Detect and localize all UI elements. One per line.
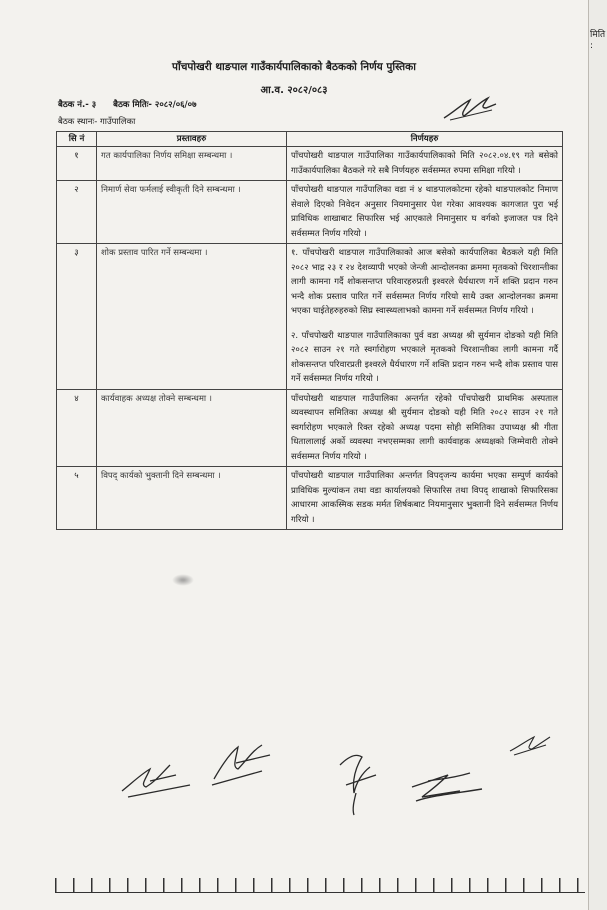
- ink-smudge: [172, 574, 194, 586]
- table-row: [57, 389, 563, 467]
- row-proposal: गत कार्यपालिका निर्णय समिक्षा सम्बन्धमा ।: [97, 147, 287, 181]
- signature-3: [340, 755, 376, 815]
- meeting-date: बैठक मितिः- २०८२/०६/०७: [113, 100, 197, 110]
- page-bottom-ruler: [55, 870, 585, 893]
- adjacent-page-edge: [588, 0, 607, 910]
- decision-paragraph: २. पाँचपोखरी थाङपाल गाउँपालिकाका पुर्व वडा अध्यक्ष श्री सुर्यमान दोङको यही मिति २०८२ साउन २१ गते स्वर्गारोहण भएकाले मृतकको चिरशान्तीका लागी कामना गर्दै शोकसन्तप्त परिवारप्रती इश्वरले धैर्यधारण गर्ने शक्ति प्रदान गरुन भन्दै शोक प्रस्ताव पास गर्ने सर्वसम्मत निर्णय गरियो ।: [291, 330, 558, 384]
- row-decision: [287, 244, 563, 390]
- document-title: पाँचपोखरी थाङपाल गाउँकार्यपालिकाको बैठकको निर्णय पुस्तिका: [172, 61, 416, 73]
- header-proposals: प्रस्तावहरु: [97, 132, 287, 147]
- decision-paragraph: पाँचपोखरी थाङपाल गाउँपालिका अन्तर्गत विपद्जन्य कार्यमा भएका सम्पुर्ण कार्यको प्राविधिक मुल्यांकन तथा वडा कार्यालयको सिफारिस तथा विपद् शाखाको सिफारिसका आधारमा आकस्मिक सडक मर्मत शिर्षकबाट नियमानुसार भुक्तानी दिने सर्वसम्मत निर्णय गरियो ।: [291, 471, 558, 525]
- row-decision: [287, 147, 563, 181]
- decision-paragraph: पाँचपोखरी थाङपाल गाउँपालिका गाउँकार्यपालिकाको मिति २०८२.०४.१९ गते बसेको गाउँकार्यपालिका बैठकले गरे सबै निर्णयहरु सर्वसम्मत रुपमा समिक्षा गरियो ।: [291, 151, 558, 176]
- meeting-place: बैठक स्थानः- गाउँपालिका: [58, 117, 136, 127]
- row-serial: १: [57, 147, 97, 181]
- fiscal-year: आ.व. २०८२/०८३: [260, 85, 328, 96]
- row-proposal: कार्यवाहक अध्यक्ष तोक्ने सम्बन्धमा ।: [97, 389, 287, 467]
- row-serial: २: [57, 181, 97, 244]
- row-decision: [287, 389, 563, 467]
- row-serial: ४: [57, 389, 97, 467]
- row-serial: ५: [57, 467, 97, 530]
- signature-4: [412, 773, 482, 801]
- table-row: [57, 181, 563, 244]
- signature-2: [212, 745, 270, 785]
- signature-5: [510, 737, 550, 755]
- header-decisions: निर्णयहरु: [287, 132, 563, 147]
- adjacent-page-text: मिति :: [590, 30, 606, 51]
- decision-paragraph: पाँचपोखरी थाङपाल गाउँपालिका वडा नं ४ थाङपालकोटमा रहेको थाङपालकोट निमाण सेवाले दिएको निवेदन अनुसार नियमानुसार पेश गरेका आवश्यक कागजात पुरा भई प्राविधिक शाखाबाट सिफारिस भई आएकाले निमानुसार घ वर्गको इजाजत पत्र दिने सर्वसम्मत निर्णय गरियो ।: [291, 185, 558, 239]
- meeting-info: [58, 99, 211, 110]
- row-proposal: शोक प्रस्ताव पारित गर्ने सम्बन्धमा ।: [97, 244, 287, 390]
- header-serial: सि नं: [57, 132, 97, 147]
- row-proposal: निमार्ण सेवा फर्मलाई स्वीकृती दिने सम्बन्धमा ।: [97, 181, 287, 244]
- row-decision: [287, 467, 563, 530]
- signature-top: [440, 94, 500, 124]
- table-header-row: [57, 132, 563, 147]
- row-serial: ३: [57, 244, 97, 390]
- row-proposal: विपद् कार्यको भुक्तानी दिने सम्बन्धमा ।: [97, 467, 287, 530]
- table-row: [57, 467, 563, 530]
- row-decision: [287, 181, 563, 244]
- meeting-number: बैठक नं.- ३: [58, 100, 97, 110]
- decision-table: [56, 131, 563, 530]
- signatures-block: [0, 735, 588, 835]
- table-row: [57, 147, 563, 181]
- signature-1: [122, 765, 190, 797]
- table-row: [57, 244, 563, 390]
- decision-paragraph: पाँचपोखरी थाङपाल गाउँपालिका अन्तर्गत रहेको पाँचपोखरी प्राथमिक अस्पताल व्यवस्थापन समितिका अध्यक्ष श्री सुर्यमान दोङको यही मिति २०८२ साउन २१ गते स्वर्गारोहण भएकाले रिक्त रहेको अध्यक्ष पदमा सोही समितिका उपाध्यक्ष श्री गीता धितालालाई अर्को व्यवस्था नभएसम्मका लागी कार्यवाहक अध्यक्षको जिम्मेवारी तोक्ने सर्वसम्मत निर्णय गरियो ।: [291, 393, 558, 462]
- decision-paragraph: १. पाँचपोखरी थाङपाल गाउँपालिकाको आज बसेको कार्यपालिका बैठकले यही मिति २०८२ भाद्र २३ र २४ देशव्यापी भएको जेन्जी आन्दोलनका क्रममा मृतकको चिरशान्तीका लागी कामना गर्दै शोकसन्तप्त परिवारहरुप्रती इश्वरले धैर्यधारण गर्ने शक्ति प्रदान गरुन भन्दै शोक प्रस्ताव पारित गर्ने सर्वसम्मत निर्णय गरियो साथै उक्त आन्दोलनका क्रममा भएका घाईतेहरुहरुको सिघ्र स्वास्थ्यलाभको कामना गर्ने सर्वसम्मत निर्णय गरियो ।: [291, 248, 558, 316]
